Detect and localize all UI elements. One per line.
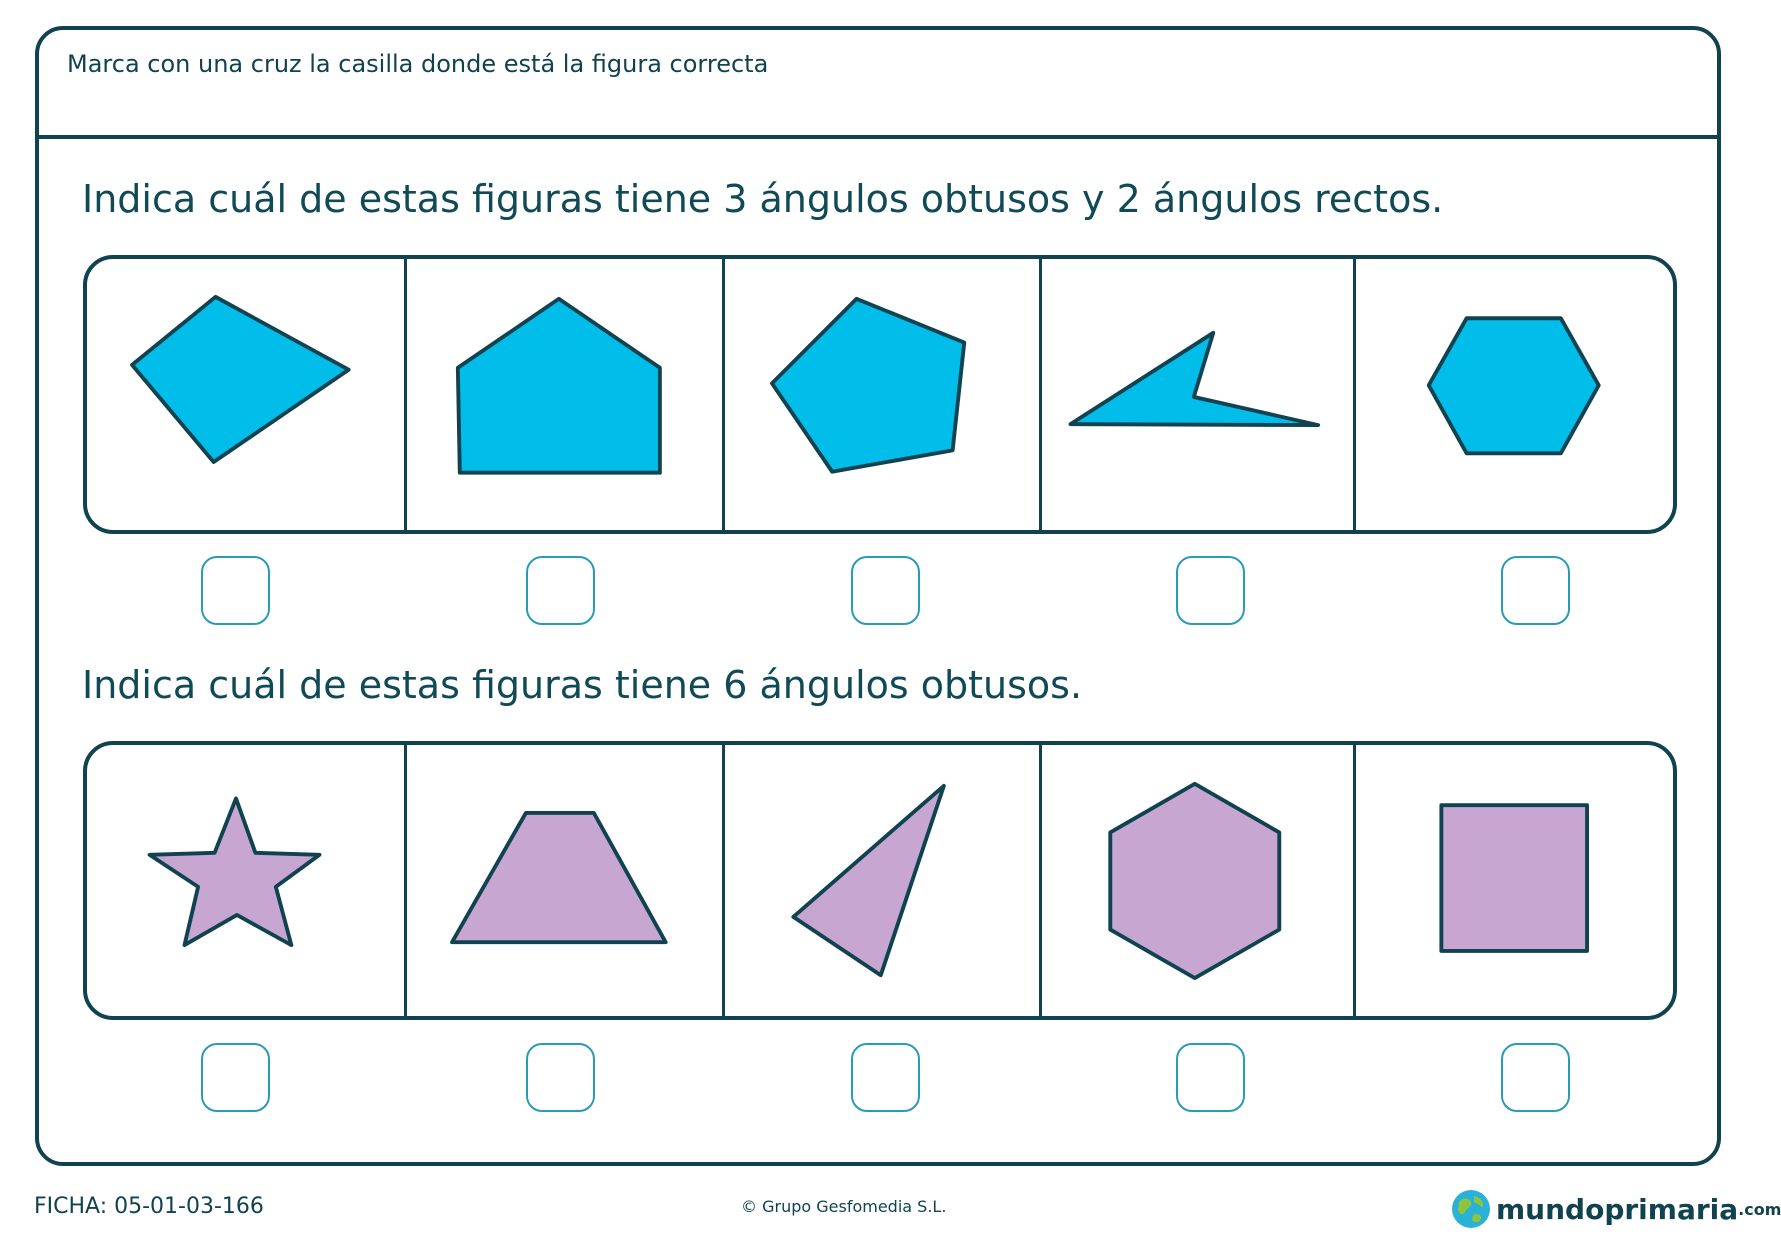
instruction-header <box>39 30 1717 139</box>
q1-checkbox-1[interactable] <box>201 556 270 625</box>
question-2-text: Indica cuál de estas figuras tiene 6 ángulos obtusos. <box>82 663 1083 707</box>
q1-shape-concave-triangle <box>1042 259 1355 530</box>
instruction-text: Marca con una cruz la casilla donde está la figura correcta <box>67 50 769 78</box>
copyright-text: © Grupo Gesfomedia S.L. <box>741 1197 947 1216</box>
q2-shape-hexagon <box>1042 745 1355 1016</box>
globe-icon <box>1450 1188 1492 1230</box>
worksheet-code: FICHA: 05-01-03-166 <box>34 1194 264 1219</box>
q1-checkbox-5[interactable] <box>1501 556 1570 625</box>
q2-shape-square <box>1356 745 1673 1016</box>
brand-tld: .com <box>1738 1199 1781 1219</box>
brand-logo-link[interactable] <box>1450 1186 1781 1232</box>
q2-shape-trapezoid <box>407 745 724 1016</box>
triangle-shape <box>793 786 944 975</box>
q1-shape-kite <box>87 259 407 530</box>
q1-shape-pentagon-house <box>407 259 724 530</box>
hexagon-shape <box>1110 784 1279 978</box>
star-shape <box>150 798 320 945</box>
question-1-text: Indica cuál de estas figuras tiene 3 ángulos obtusos y 2 ángulos rectos. <box>82 177 1444 221</box>
question-2-shapes <box>83 741 1677 1020</box>
q2-checkbox-3[interactable] <box>851 1043 920 1112</box>
kite-shape <box>132 297 349 462</box>
q1-checkbox-3[interactable] <box>851 556 920 625</box>
q2-checkbox-1[interactable] <box>201 1043 270 1112</box>
trapezoid-shape <box>452 813 666 942</box>
q2-checkbox-2[interactable] <box>526 1043 595 1112</box>
pentagon-house-shape <box>458 299 660 473</box>
q1-checkbox-2[interactable] <box>526 556 595 625</box>
pentagon-irregular-shape <box>772 299 964 472</box>
question-1-shapes <box>83 255 1677 534</box>
q2-shape-star <box>87 745 407 1016</box>
q2-shape-triangle <box>725 745 1042 1016</box>
q1-checkbox-4[interactable] <box>1176 556 1245 625</box>
q1-shape-hexagon <box>1356 259 1673 530</box>
brand-name: mundoprimaria <box>1496 1192 1739 1226</box>
square-shape <box>1441 805 1587 951</box>
q2-checkbox-5[interactable] <box>1501 1043 1570 1112</box>
concave-triangle-shape <box>1071 333 1319 425</box>
q2-checkbox-4[interactable] <box>1176 1043 1245 1112</box>
hexagon-shape <box>1428 318 1598 453</box>
q1-shape-pentagon-irregular <box>725 259 1042 530</box>
